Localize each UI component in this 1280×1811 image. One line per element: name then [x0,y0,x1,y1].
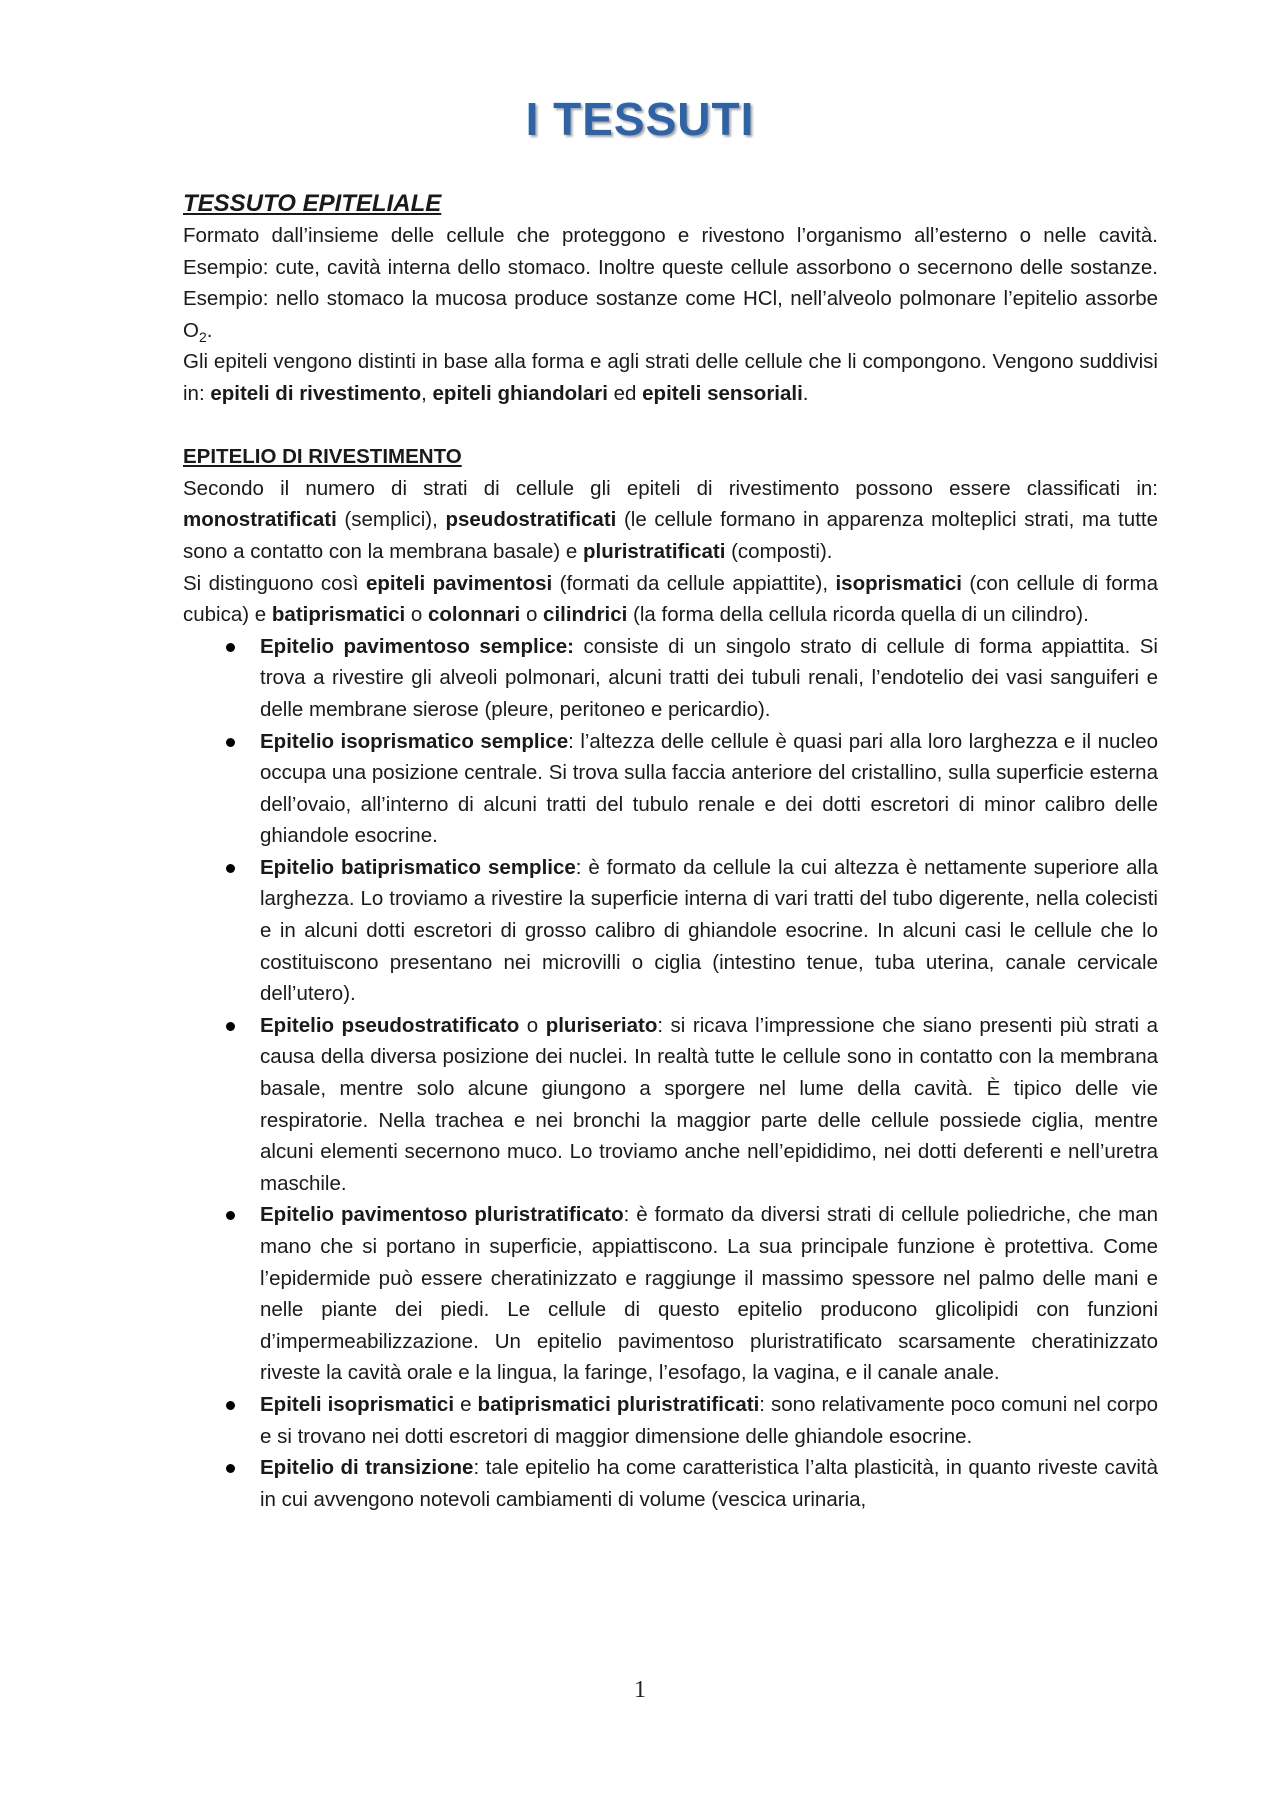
bold-term: Epitelio pavimentoso pluristratificato [260,1203,624,1227]
spacer [183,410,1158,442]
text-run: ed [607,381,643,405]
bold-term: Epitelio isoprismatico semplice [260,729,569,753]
list-item [183,852,1158,1010]
subscript-2: 2 [198,328,207,345]
text-run: (composti). [725,539,833,563]
text-run: : è formato da diversi strati di cellule poliedriche, che man mano che si portano in superficie, appiattiscono. La sua principale funzione è protettiva. Come l’epidermide può essere cheratinizzato e raggiunge il massimo spessore nel palmo delle mani e nelle piante dei piedi. Le cellule di questo epitelio producono glicolipidi con funzioni d’impermeabilizzazione. Un epitelio pavimentoso pluristratificato scarsamente cheratinizzato riveste la cavità orale e la lingua, la faringe, l’esofago, la vagina, e il canale anale. [260,1203,1158,1385]
text-run: : si ricava l’impressione che siano presenti più strati a causa della diversa posizione dei nuclei. In realtà tutte le cellule sono in contatto con la membrana basale, mentre solo alcune giungono a sporgere nel lume della cavità. È tipico delle vie respiratorie. Nella trachea e nei bronchi la maggior parte delle cellule possiede ciglia, mentre alcuni elementi secernono muco. Lo troviamo anche nell’epididimo, nei dotti deferenti e nell’uretra maschile. [260,1013,1159,1195]
bold-term: Epitelio batiprismatico semplice [260,855,576,879]
bullet-dot-icon [226,1401,235,1410]
list-item [183,1199,1158,1389]
document-body [183,188,1158,1515]
bold-term: colonnari [427,603,521,627]
text-run: Secondo il numero di strati di cellule gli epiteli di rivestimento possono essere classificati in: [183,476,1158,500]
bold-term: epiteli di rivestimento [210,381,422,405]
text-run: consiste di un singolo strato di cellule di forma appiattita. Si trova a rivestire gli alveoli polmonari, alcuni tratti dei tubuli renali, l’endotelio dei vasi sanguiferi e delle membrane sierose (pleure, peritoneo e pericardio). [260,634,1158,721]
bullet-dot-icon [226,643,235,652]
text-run: : è formato da cellule la cui altezza è nettamente superiore alla larghezza. Lo troviamo a rivestire la superficie interna di vari tratti del tubo digerente, nella colecisti e in alcuni dotti escretori di grosso calibro di ghiandole esocrine. In alcuni casi le cellule che lo costituiscono presentano nei microvilli o ciglia (intestino tenue, tuba uterina, canale cervicale dell’utero). [260,855,1158,1006]
bullet-list-epiteli [183,631,1158,1516]
bold-term: Epitelio pseudostratificato [260,1013,520,1037]
text-run: o [405,603,428,627]
text-run: e [454,1392,478,1416]
bullet-dot-icon [226,864,235,873]
bold-term: batiprismatici pluristratificati [477,1392,760,1416]
bold-term: epiteli sensoriali [642,381,803,405]
section-heading-tessuto-epiteliale: TESSUTO EPITELIALE [183,190,442,217]
text-run: Formato dall’insieme delle cellule che proteggono e rivestono l’organismo all’esterno o nelle cavità. Esempio: cute, cavità interna dello stomaco. Inoltre queste cellule assorbono o secernono delle sostanze. Esempio: nello stomaco la mucosa produce sostanze come HCl, nell’alveolo polmonare l’epitelio assorbe O [183,224,1158,342]
bold-term: epiteli ghiandolari [432,381,608,405]
page-number: 1 [634,1677,646,1703]
bullet-dot-icon [226,1464,235,1473]
paragraph-strati [183,473,1158,568]
bold-term: pseudostratificati [445,508,617,532]
paragraph-intro [183,220,1158,346]
paragraph-forma [183,568,1158,631]
text-run: o [519,1013,546,1037]
text-run: : sono relativamente poco comuni nel corpo e si trovano nei dotti escretori di maggior dimensione delle ghiandole esocrine. [260,1392,1158,1448]
bold-term: isoprismatici [835,571,962,595]
bold-term: pluriseriato [545,1013,658,1037]
text-run: : tale epitelio ha come caratteristica l’alta plasticità, in quanto riveste cavità in cui avvengono notevoli cambiamenti di volume (vescica urinaria, [260,1456,1158,1511]
bullet-dot-icon [226,738,235,747]
bold-term: Epitelio di transizione [260,1456,474,1480]
list-item [183,631,1158,726]
list-item [183,1010,1158,1200]
bold-term: monostratificati [183,508,337,532]
list-item [183,1389,1158,1452]
text-run: (con cellule di forma cubica) e [183,571,1158,627]
text-run: : l’altezza delle cellule è quasi pari alla loro larghezza e il nucleo occupa una posizione centrale. Si trova sulla faccia anteriore del cristallino, sulla superficie esterna dell’ovaio, all’interno di alcuni tratti del tubulo renale e dei dotti escretori di minor calibro delle ghiandole esocrine. [260,729,1158,848]
text-run: . [802,381,809,405]
text-run: Si distinguono così [183,571,366,595]
text-run: . [206,318,213,342]
bold-term: cilindrici [543,603,628,627]
text-run: (le cellule formano in apparenza molteplici strati, ma tutte sono a contatto con la membrana basale) e [183,508,1158,563]
text-run: , [421,381,433,405]
bullet-dot-icon [226,1211,235,1220]
document-title: I TESSUTI [525,93,755,145]
paragraph-classification [183,346,1158,409]
bold-term: batiprismatici [271,603,406,627]
text-run: (formati da cellule appiattite), [552,571,836,595]
bold-term: epiteli pavimentosi [365,571,553,595]
bold-term: pluristratificati [583,539,726,563]
text-run: o [520,603,544,627]
bullet-dot-icon [226,1022,235,1031]
text-run: (semplici), [336,508,446,532]
bold-term: Epiteli isoprismatici [260,1392,455,1416]
text-run: Gli epiteli vengono distinti in base alla forma e agli strati delle cellule che li compongono. Vengono suddivisi in: [183,350,1158,405]
list-item [183,726,1158,852]
text-run: (la forma della cellula ricorda quella di un cilindro). [627,603,1089,627]
section-heading-epitelio-di-rivestimento: EPITELIO DI RIVESTIMENTO [183,445,462,469]
bold-term: Epitelio pavimentoso semplice: [260,634,574,658]
list-item [183,1452,1158,1515]
